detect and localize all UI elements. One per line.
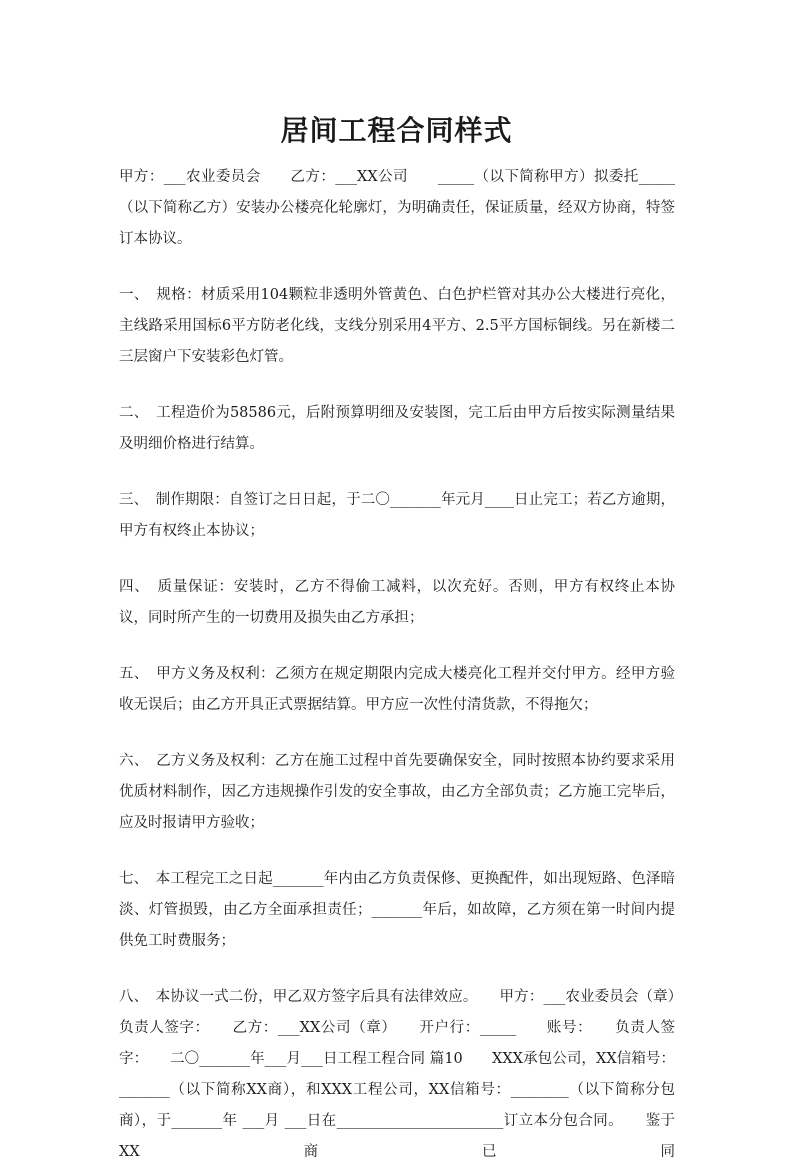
clause-8-signatures: 八、 本协议一式二份，甲乙双方签字后具有法律效应。 甲方：___农业委员会（章） 负责人签字： 乙方：___XX公司（章） 开户行：_____ 账号： 负责人签字： 二〇_______年___月___日工程工程合同 篇10 XXX承包公司，XX信箱号：_______（以下简称XX商），和XXX工程公司，XX信箱号：________（以下简称分包商），于_______年 ___月 ___日在_______________________订立本分包合同。 鉴于XX商已同 — [119, 989, 704, 1160]
document-title: 居间工程合同样式 — [280, 113, 513, 147]
contract-body — [119, 162, 704, 1168]
clause-1-specification: 一、 规格：材质采用104颗粒非透明外管黄色、白色护栏管对其办公大楼进行亮化，主线路采用国标6平方防老化线，支线分别采用4平方、2.5平方国标铜线。另在新楼二三层窗户下安装彩色灯管。 — [119, 287, 675, 365]
intro-paragraph: 甲方：___农业委员会 乙方：___XX公司 _____（以下简称甲方）拟委托_____（以下简称乙方）安装办公楼亮化轮廓灯，为明确责任，保证质量，经双方协商，特签订本协议。 — [119, 169, 675, 247]
clause-3-deadline: 三、 制作期限：自签订之日日起，于二〇_______年元月____日止完工；若乙方逾期，甲方有权终止本协议； — [119, 492, 675, 539]
clause-2-cost: 二、 工程造价为58586元，后附预算明细及安装图，完工后由甲方后按实际测量结果及明细价格进行结算。 — [119, 405, 675, 452]
clause-4-quality: 四、 质量保证：安装时，乙方不得偷工减料，以次充好。否则，甲方有权终止本协议，同时所产生的一切费用及损失由乙方承担； — [119, 579, 675, 626]
clause-5-party-a-duties: 五、 甲方义务及权利：乙须方在规定期限内完成大楼亮化工程并交付甲方。经甲方验收无误后；由乙方开具正式票据结算。甲方应一次性付清货款，不得拖欠； — [119, 666, 675, 713]
clause-6-party-b-duties: 六、 乙方义务及权利：乙方在施工过程中首先要确保安全，同时按照本协约要求采用优质材料制作，因乙方违规操作引发的安全事故，由乙方全部负责；乙方施工完毕后，应及时报请甲方验收； — [119, 753, 675, 831]
clause-7-warranty: 七、 本工程完工之日起_______年内由乙方负责保修、更换配件，如出现短路、色泽暗淡、灯管损毁，由乙方全面承担责任；_______年后，如故障，乙方须在第一时间内提供免工时费服务； — [119, 871, 675, 949]
